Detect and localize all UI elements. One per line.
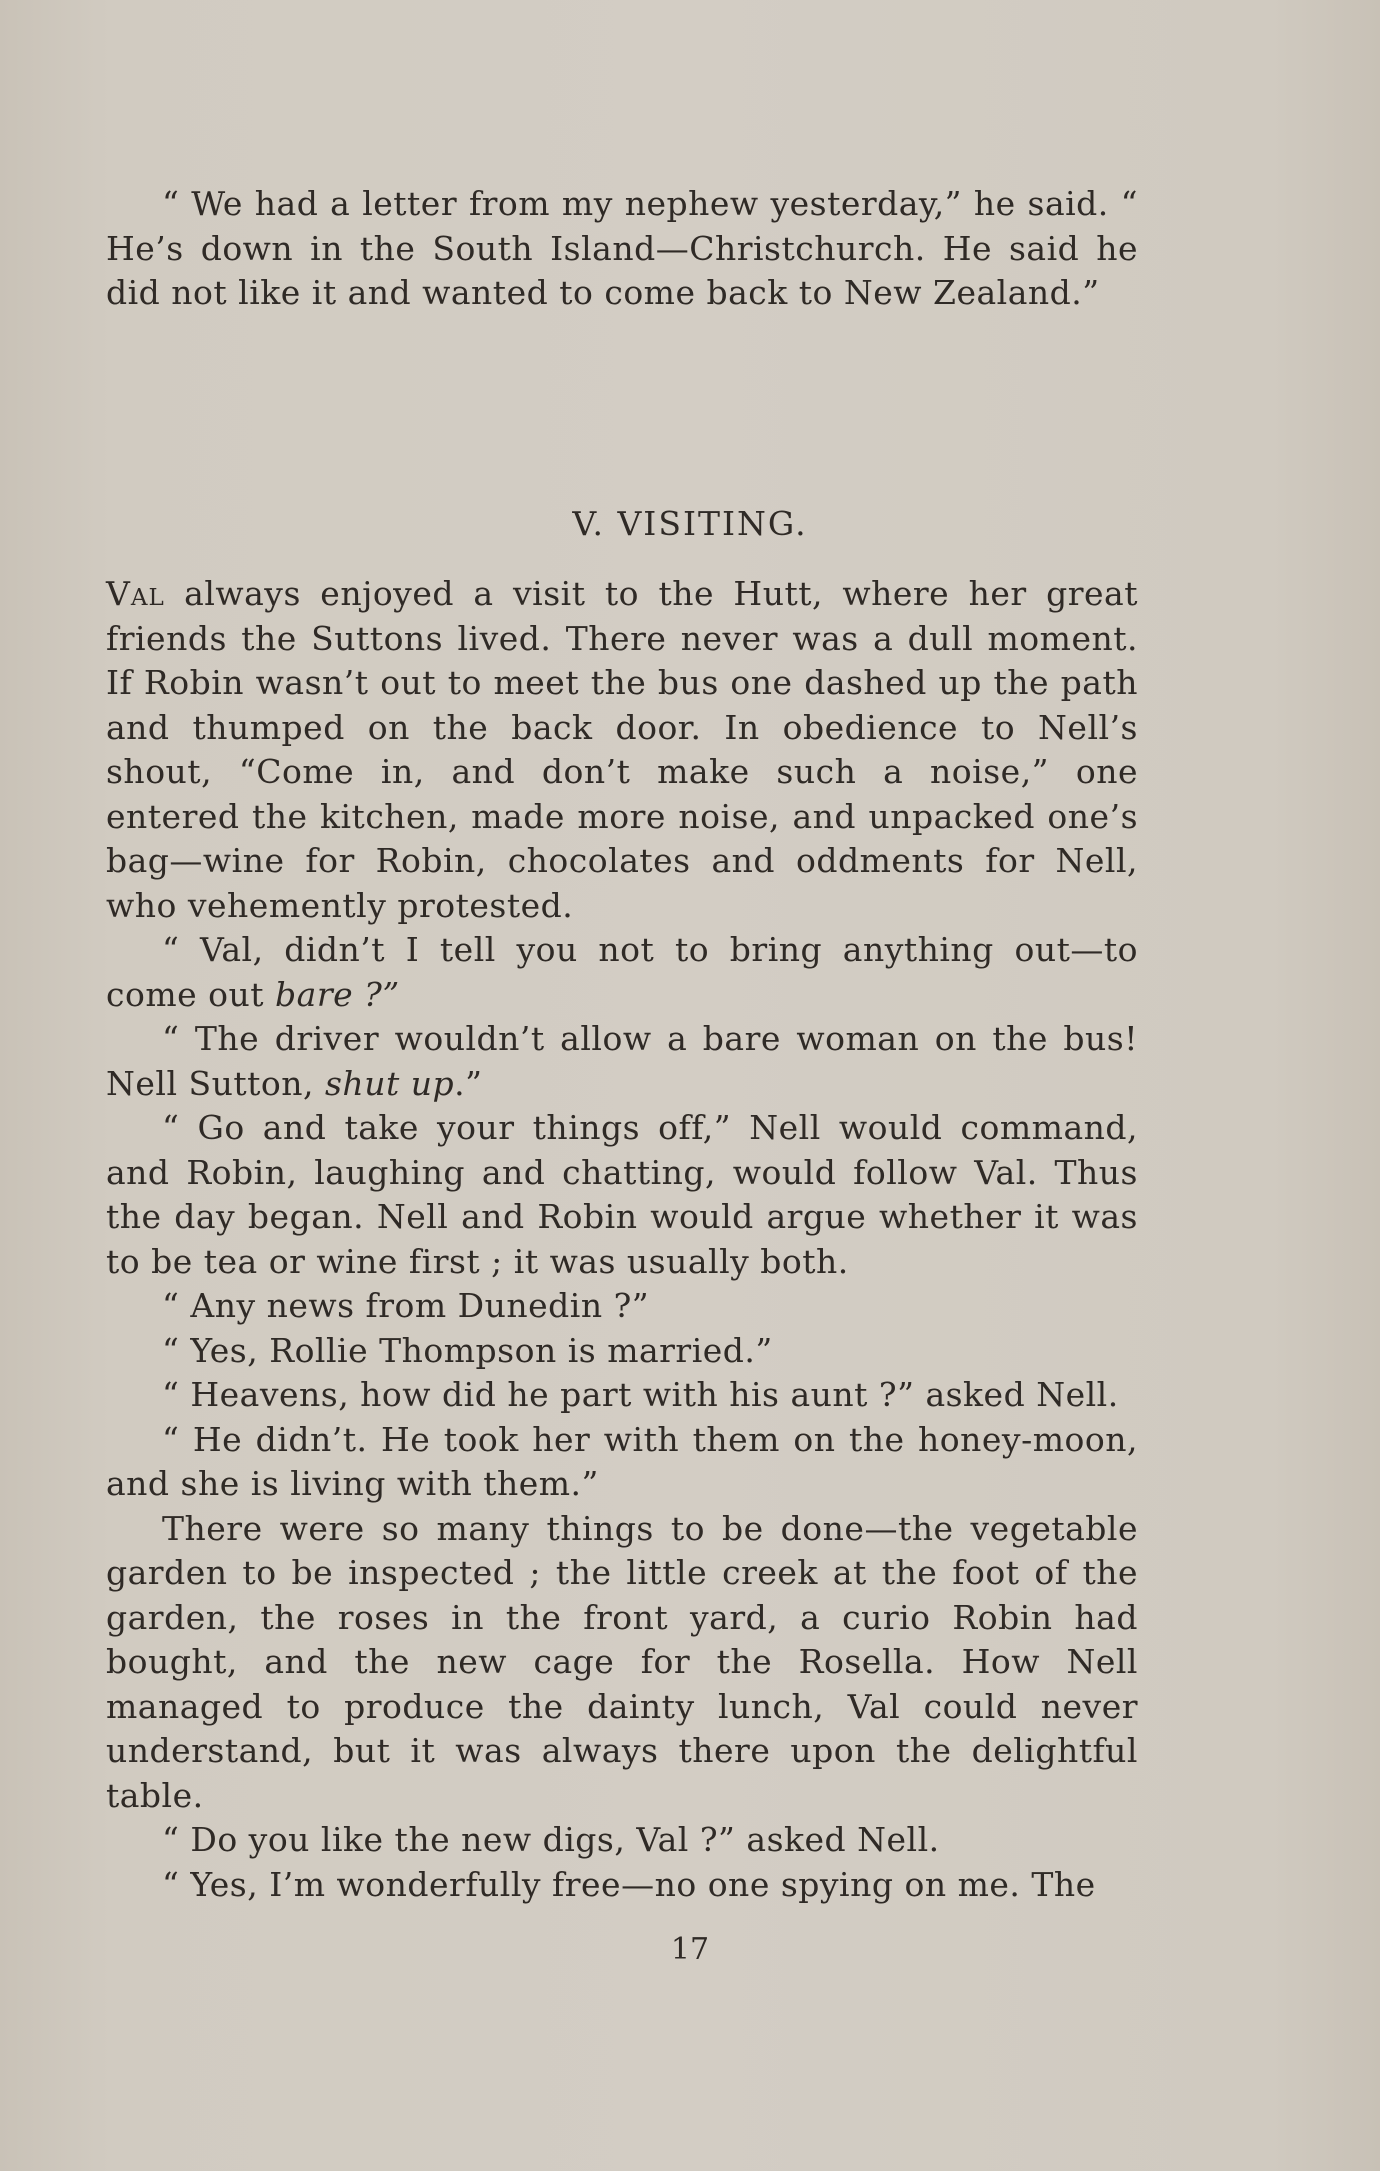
paragraph-3-end: .” [454,1063,483,1103]
paragraph-3-emphasis: shut up [325,1063,455,1103]
paragraph-6: “ Yes, Rollie Thompson is married.” [162,1330,773,1370]
paragraph-4: “ Go and take your things off,” Nell would command, and Robin, laughing and chatting, would follow Val. Thus the day began. Nell and Robin would argue whether it was to be tea or wine first ; it was usually both. [106,1108,1138,1281]
chapter-body [106,572,1138,1907]
paragraph-10: “ Do you like the new digs, Val ?” asked Nell. [162,1820,940,1859]
page-number: 17 [670,1932,710,1967]
chapter-heading: V. VISITING. [572,504,808,543]
paragraph-3-text: “ The driver wouldn’t allow a bare woman on the bus! Nell Sutton, [106,1019,1138,1103]
intro-paragraph: “ We had a letter from my nephew yesterday,” he said. “ He’s down in the South Island—Christchurch. He said he did not like it and wanted to come back to New Zealand.” [106,184,1138,312]
paragraph-8: “ He didn’t. He took her with them on the honey-moon, and she is living with them.” [106,1419,1138,1503]
paragraph-1-text: always enjoyed a visit to the Hutt, where her great friends the Suttons lived. There never was a dull moment. If Robin wasn’t out to meet the bus one dashed up the path and thumped on the back door. In obedience to Nell’s shout, “Come in, and don’t make such a noise,” one entered the kitchen, made more noise, and unpacked one’s bag—wine for Robin, chocolates and oddments for Nell, who vehemently protested. [106,574,1138,925]
paragraph-2-text: “ Val, didn’t I tell you not to bring anything out—to come out [106,930,1138,1014]
paragraph-2-emphasis: bare ?” [275,974,400,1014]
drop-word: Val [106,574,165,613]
paragraph-3 [106,1017,1138,1106]
intro-text [106,182,1138,316]
paragraph-1 [106,572,1138,928]
paragraph-5: “ Any news from Dunedin ?” [162,1286,650,1325]
paragraph-7: “ Heavens, how did he part with his aunt ?” asked Nell. [162,1375,1119,1414]
paragraph-9: There were so many things to be done—the vegetable garden to be inspected ; the little creek at the foot of the garden, the roses in the front yard, a curio Robin had bought, and the new cage for the Rosella. How Nell managed to produce the dainty lunch, Val could never understand, but it was always there upon the delightful table. [106,1508,1138,1815]
paragraph-2 [106,928,1138,1017]
paragraph-11: “ Yes, I’m wonderfully free—no one spying on me. The [162,1864,1096,1904]
